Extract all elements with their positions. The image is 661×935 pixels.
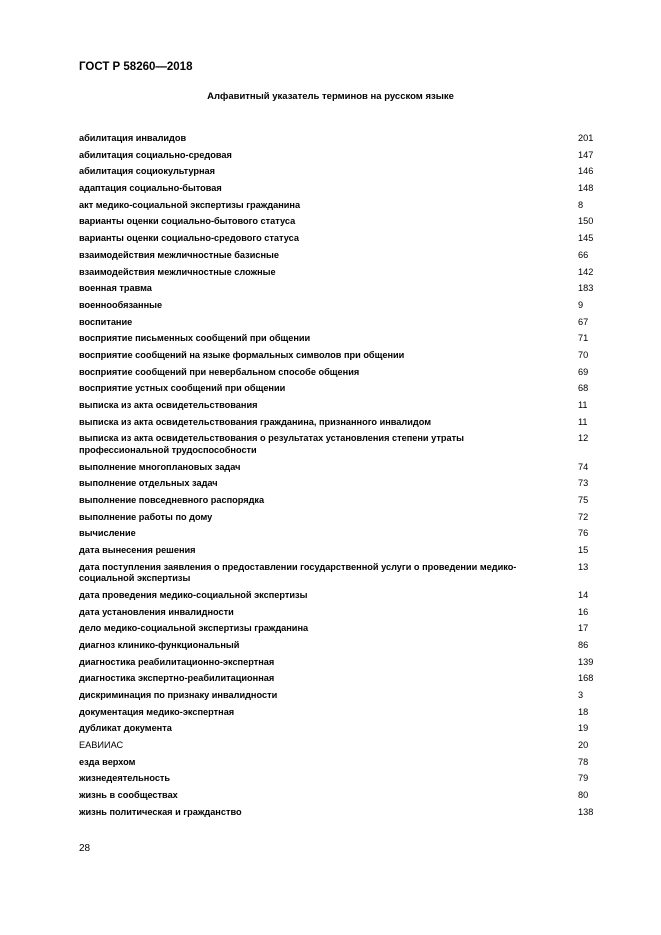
term-reference-number: 8 [578,199,584,210]
document-code: ГОСТ Р 58260—2018 [79,61,193,73]
index-entry [79,757,599,769]
index-term: выполнение повседневного распорядка [79,494,265,505]
index-entry [79,512,599,524]
index-term: варианты оценки социально-средового статуса [79,233,299,244]
term-reference-number: 79 [578,773,589,784]
term-reference-number: 20 [578,740,589,751]
index-term: езда верхом [79,756,136,767]
index-entry [79,740,599,752]
term-reference-number: 148 [578,183,594,194]
term-reference-number: 70 [578,349,589,360]
term-reference-number: 3 [578,690,584,700]
index-term: дискриминация по признаку инвалидности [79,690,278,700]
index-term: восприятие сообщений на языке формальных символов при общении [79,349,405,360]
index-entry [79,166,599,178]
index-term: вычисление [79,528,136,539]
term-reference-number: 74 [578,461,589,472]
term-reference-number: 9 [578,299,584,310]
term-reference-number: 66 [578,249,589,260]
term-reference-number: 142 [578,266,594,277]
index-entry [79,183,599,195]
index-term: выписка из акта освидетельствования о результатах установления степени утраты профессиональной трудоспособности [79,433,464,455]
index-entry [79,657,599,669]
term-reference-number: 146 [578,166,594,177]
term-reference-number: 11 [578,416,588,427]
index-term: восприятие сообщений при невербальном способе общения [79,366,360,377]
index-term: акт медико-социальной экспертизы гражданина [79,199,301,210]
term-reference-number: 11 [578,400,588,410]
index-term: жизнь в сообществах [79,790,178,801]
index-term: выполнение многоплановых задач [79,461,241,472]
index-term: ЕАВИИАС [79,740,124,751]
index-term: абилитация инвалидов [79,133,187,143]
index-entry [79,790,599,802]
index-term: жизнедеятельность [79,773,171,784]
index-entry [79,623,599,635]
index-term: выполнение отдельных задач [79,478,218,489]
index-entry [79,723,599,735]
index-entry [79,417,599,429]
term-reference-number: 73 [578,478,589,489]
index-entry [79,250,599,262]
index-term: дата вынесения решения [79,545,196,555]
index-entry [79,607,599,619]
index-term: диагноз клинико-функциональный [79,639,240,650]
term-reference-number: 145 [578,233,594,244]
index-term: дубликат документа [79,723,172,734]
term-reference-number: 67 [578,316,589,327]
term-reference-number: 18 [578,706,589,717]
index-term: восприятие устных сообщений при общении [79,383,286,394]
index-entry [79,283,599,295]
index-entry [79,528,599,540]
index-entry [79,562,599,585]
index-term: выписка из акта освидетельствования [79,400,258,410]
index-entry [79,317,599,329]
index-term: абилитация социально-средовая [79,149,232,160]
term-reference-number: 72 [578,511,589,522]
index-entry [79,433,599,456]
term-reference-number: 69 [578,366,589,377]
term-reference-number: 150 [578,216,594,227]
index-term: военнообязанные [79,299,163,310]
index-entry [79,400,599,412]
index-term: варианты оценки социально-бытового статуса [79,216,296,227]
index-entry [79,350,599,362]
index-term: восприятие письменных сообщений при общении [79,333,311,344]
term-index-list [79,133,599,824]
index-entry [79,367,599,379]
term-reference-number: 139 [578,656,594,667]
term-reference-number: 168 [578,673,594,684]
index-entry [79,133,599,145]
term-reference-number: 68 [578,383,589,394]
index-entry [79,640,599,652]
index-entry [79,233,599,245]
term-reference-number: 12 [578,433,589,444]
term-reference-number: 16 [578,606,589,617]
index-term: военная травма [79,283,152,294]
index-term: дата установления инвалидности [79,606,234,617]
page-number: 28 [79,843,91,854]
index-entry [79,495,599,507]
term-reference-number: 201 [578,133,594,143]
index-term: абилитация социокультурная [79,166,215,177]
term-reference-number: 14 [578,589,589,600]
index-term: дата поступления заявления о предоставлении государственной услуги о проведении медико-социальной экспертизы [79,561,517,584]
index-entry [79,773,599,785]
index-entry [79,383,599,395]
index-entry [79,707,599,719]
index-entry [79,267,599,279]
index-entry [79,300,599,312]
term-reference-number: 75 [578,494,589,505]
index-term: диагностика экспертно-реабилитационная [79,673,275,684]
index-term: дело медико-социальной экспертизы гражданина [79,623,309,634]
index-title: Алфавитный указатель терминов на русском языке [207,91,454,102]
index-entry [79,200,599,212]
index-entry [79,216,599,228]
term-reference-number: 183 [578,283,594,294]
index-entry [79,590,599,602]
index-term: взаимодействия межличностные базисные [79,249,279,260]
term-reference-number: 13 [578,561,589,572]
index-entry [79,807,599,819]
term-reference-number: 138 [578,806,594,817]
index-entry [79,150,599,162]
term-reference-number: 71 [578,333,589,344]
term-reference-number: 76 [578,528,589,539]
index-entry [79,673,599,685]
index-term: воспитание [79,316,133,327]
index-entry [79,333,599,345]
term-reference-number: 78 [578,756,589,767]
term-reference-number: 147 [578,149,594,160]
term-reference-number: 17 [578,623,589,634]
index-entry [79,690,599,702]
index-term: диагностика реабилитационно-экспертная [79,656,275,667]
index-term: документация медико-экспертная [79,706,235,717]
index-term: адаптация социально-бытовая [79,183,222,194]
index-term: взаимодействия межличностные сложные [79,266,276,277]
term-reference-number: 80 [578,790,589,801]
index-entry [79,478,599,490]
index-entry [79,545,599,557]
term-reference-number: 15 [578,545,589,555]
term-reference-number: 19 [578,723,589,734]
index-term: жизнь политическая и гражданство [79,806,242,817]
index-entry [79,462,599,474]
index-term: дата проведения медико-социальной экспертизы [79,589,308,600]
index-term: выполнение работы по дому [79,511,213,522]
index-term: выписка из акта освидетельствования гражданина, признанного инвалидом [79,416,432,427]
term-reference-number: 86 [578,639,589,650]
